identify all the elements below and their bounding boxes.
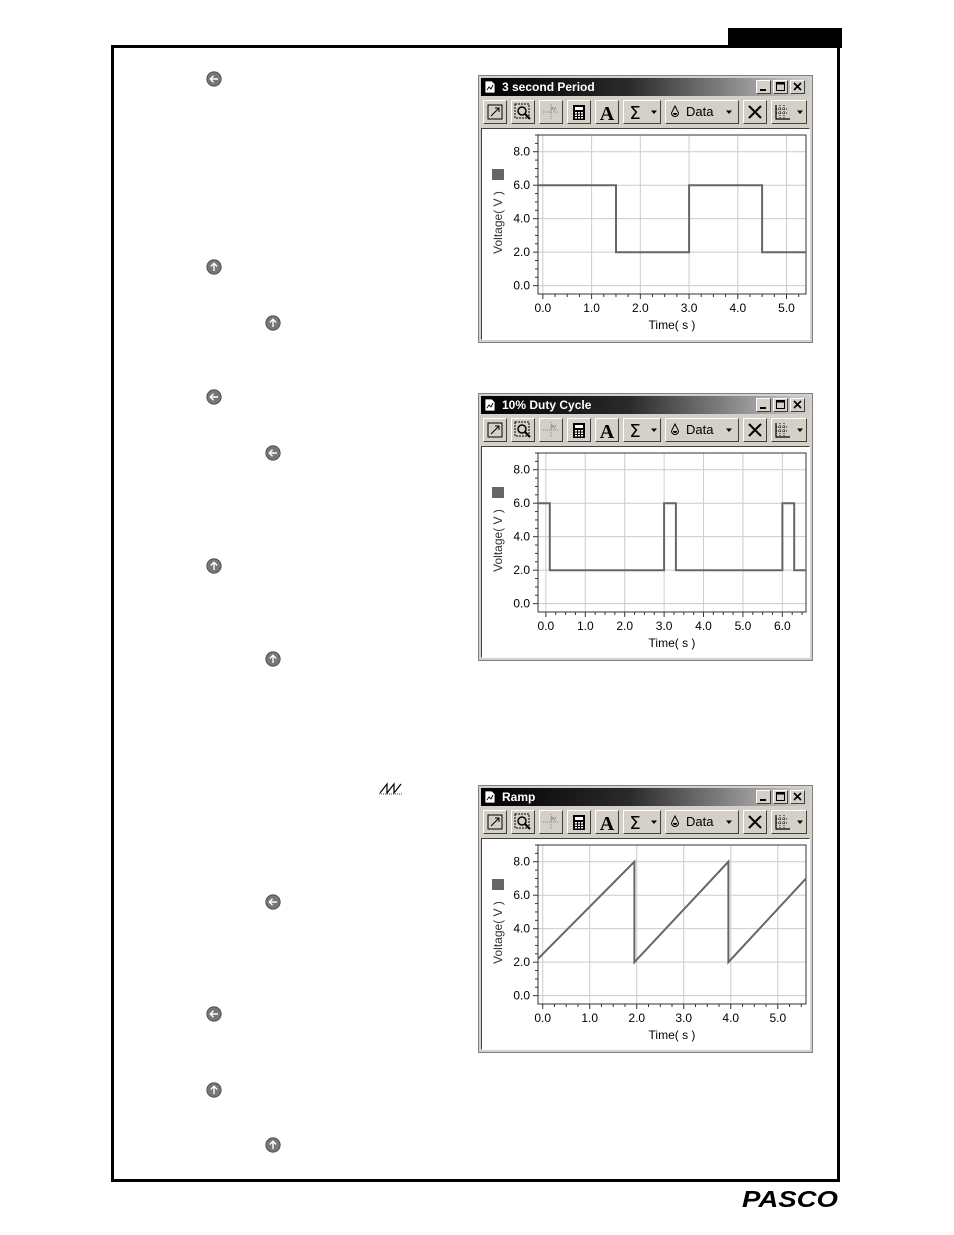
graph-plot-area[interactable] bbox=[481, 128, 810, 340]
graph-toolbar bbox=[481, 418, 810, 444]
minimize-icon bbox=[757, 399, 770, 411]
series-line bbox=[538, 862, 806, 963]
svg-text:A: A bbox=[599, 421, 615, 441]
pasco-logo bbox=[740, 1186, 842, 1212]
up-arrow-circle-icon bbox=[265, 651, 281, 667]
graph-document-icon bbox=[484, 398, 496, 412]
chevron-down-icon bbox=[722, 101, 736, 123]
x-tick-label: 4.0 bbox=[722, 1011, 740, 1025]
statistics-sigma-button[interactable] bbox=[623, 100, 661, 124]
maximize-icon bbox=[774, 399, 787, 411]
x-tick-label: 3.0 bbox=[675, 1011, 693, 1025]
data-menu-label: Data bbox=[686, 422, 714, 437]
delete-icon bbox=[744, 101, 766, 123]
smart-tool-icon bbox=[540, 101, 562, 123]
y-tick-label: 2.0 bbox=[513, 563, 530, 578]
y-tick-label: 8.0 bbox=[513, 462, 530, 477]
text-tool-icon bbox=[596, 811, 618, 833]
x-axis-label: Time( s ) bbox=[648, 636, 696, 650]
text-tool-icon bbox=[596, 419, 618, 441]
y-tick-label: 4.0 bbox=[513, 211, 530, 226]
up-arrow-circle-icon bbox=[206, 1082, 222, 1098]
statistics-sigma-button[interactable] bbox=[623, 418, 661, 442]
left-arrow-circle-icon bbox=[206, 389, 222, 405]
graph-settings-button[interactable] bbox=[771, 100, 807, 124]
minimize-button[interactable] bbox=[756, 80, 771, 94]
x-tick-label: 3.0 bbox=[655, 619, 673, 633]
plot-frame bbox=[538, 453, 806, 612]
smart-tool-button[interactable] bbox=[539, 100, 563, 124]
graph-settings-button[interactable] bbox=[771, 810, 807, 834]
statistics-sigma-icon bbox=[624, 811, 646, 833]
y-tick-label: 4.0 bbox=[513, 529, 530, 544]
delete-button[interactable] bbox=[743, 100, 767, 124]
zoom-button[interactable] bbox=[511, 810, 535, 834]
maximize-icon bbox=[774, 81, 787, 93]
legend-swatch bbox=[492, 487, 504, 498]
x-tick-label: 1.0 bbox=[581, 1011, 599, 1025]
x-tick-label: 0.0 bbox=[537, 619, 555, 633]
minimize-icon bbox=[757, 791, 770, 803]
graph-settings-icon bbox=[772, 419, 794, 441]
chart-svg bbox=[482, 447, 811, 659]
graph-settings-icon bbox=[772, 101, 794, 123]
smart-tool-button[interactable] bbox=[539, 418, 563, 442]
legend-swatch bbox=[492, 169, 504, 180]
x-tick-label: 2.0 bbox=[616, 619, 634, 633]
scale-to-fit-icon bbox=[484, 101, 506, 123]
y-axis-label: Voltage( V ) bbox=[491, 191, 505, 254]
window-title: 3 second Period bbox=[502, 80, 595, 94]
data-menu-label: Data bbox=[686, 104, 714, 119]
graph-document-icon bbox=[484, 790, 496, 804]
plot-frame bbox=[538, 135, 806, 294]
x-tick-label: 4.0 bbox=[729, 301, 747, 315]
text-tool-button[interactable] bbox=[595, 810, 619, 834]
y-axis-label: Voltage( V ) bbox=[491, 901, 505, 964]
y-axis-label: Voltage( V ) bbox=[491, 509, 505, 572]
maximize-icon bbox=[774, 791, 787, 803]
close-button[interactable] bbox=[790, 80, 805, 94]
up-arrow-circle-icon bbox=[206, 259, 222, 275]
svg-text:xy: xy bbox=[551, 106, 556, 112]
left-arrow-circle-icon bbox=[265, 894, 281, 910]
left-arrow-circle-icon bbox=[206, 71, 222, 87]
y-tick-label: 2.0 bbox=[513, 245, 530, 260]
chevron-down-icon bbox=[648, 101, 660, 123]
x-tick-label: 3.0 bbox=[680, 301, 698, 315]
graph-settings-icon bbox=[772, 811, 794, 833]
text-tool-icon bbox=[596, 101, 618, 123]
left-arrow-circle-icon bbox=[265, 445, 281, 461]
smart-tool-icon bbox=[540, 419, 562, 441]
y-tick-label: 0.0 bbox=[513, 278, 530, 293]
maximize-button[interactable] bbox=[773, 398, 788, 412]
smart-tool-icon bbox=[540, 811, 562, 833]
svg-text:Σ: Σ bbox=[629, 421, 641, 441]
graph-document-icon bbox=[484, 80, 496, 94]
maximize-button[interactable] bbox=[773, 80, 788, 94]
svg-text:A: A bbox=[599, 103, 615, 123]
delete-icon bbox=[744, 811, 766, 833]
data-menu-button[interactable] bbox=[665, 418, 739, 442]
y-tick-label: 6.0 bbox=[513, 888, 530, 903]
y-tick-label: 8.0 bbox=[513, 854, 530, 869]
close-icon bbox=[791, 791, 804, 803]
smart-tool-button[interactable] bbox=[539, 810, 563, 834]
x-tick-label: 2.0 bbox=[628, 1011, 646, 1025]
calculator-button[interactable] bbox=[567, 418, 591, 442]
zoom-icon bbox=[512, 811, 534, 833]
x-tick-label: 0.0 bbox=[534, 301, 552, 315]
chevron-down-icon bbox=[794, 101, 806, 123]
x-axis-label: Time( s ) bbox=[648, 318, 696, 332]
chevron-down-icon bbox=[722, 419, 736, 441]
graph-settings-button[interactable] bbox=[771, 418, 807, 442]
up-arrow-circle-icon bbox=[265, 1137, 281, 1153]
y-tick-label: 6.0 bbox=[513, 178, 530, 193]
x-tick-label: 1.0 bbox=[583, 301, 600, 315]
graph-window[interactable] bbox=[478, 393, 813, 661]
up-arrow-circle-icon bbox=[265, 315, 281, 331]
x-tick-label: 5.0 bbox=[778, 301, 795, 315]
graph-toolbar bbox=[481, 100, 810, 126]
left-arrow-circle-icon bbox=[206, 1006, 222, 1022]
scale-to-fit-icon bbox=[484, 811, 506, 833]
data-menu-button[interactable] bbox=[665, 810, 739, 834]
x-tick-label: 6.0 bbox=[774, 619, 791, 633]
text-tool-button[interactable] bbox=[595, 418, 619, 442]
chevron-down-icon bbox=[722, 811, 736, 833]
ramp-waveform-icon bbox=[379, 781, 403, 795]
chevron-down-icon bbox=[794, 419, 806, 441]
delete-button[interactable] bbox=[743, 418, 767, 442]
graph-window[interactable] bbox=[478, 75, 813, 343]
calculator-icon bbox=[568, 419, 590, 441]
scale-to-fit-button[interactable] bbox=[483, 418, 507, 442]
svg-text:A: A bbox=[599, 813, 615, 833]
window-titlebar[interactable] bbox=[481, 78, 810, 96]
close-icon bbox=[791, 399, 804, 411]
x-tick-label: 5.0 bbox=[769, 1011, 787, 1025]
plot-frame bbox=[538, 845, 806, 1004]
maximize-button[interactable] bbox=[773, 790, 788, 804]
legend-swatch bbox=[492, 879, 504, 890]
x-tick-label: 5.0 bbox=[734, 619, 752, 633]
y-tick-label: 4.0 bbox=[513, 921, 530, 936]
statistics-sigma-button[interactable] bbox=[623, 810, 661, 834]
up-arrow-circle-icon bbox=[206, 558, 222, 574]
zoom-button[interactable] bbox=[511, 418, 535, 442]
svg-text:xy: xy bbox=[551, 816, 556, 822]
x-tick-label: 1.0 bbox=[576, 619, 594, 633]
minimize-button[interactable] bbox=[756, 398, 771, 412]
close-icon bbox=[791, 81, 804, 93]
svg-text:Σ: Σ bbox=[629, 813, 641, 833]
calculator-icon bbox=[568, 811, 590, 833]
y-tick-label: 0.0 bbox=[513, 988, 530, 1003]
statistics-sigma-icon bbox=[624, 419, 646, 441]
zoom-icon bbox=[512, 419, 534, 441]
x-tick-label: 0.0 bbox=[534, 1011, 552, 1025]
chevron-down-icon bbox=[648, 811, 660, 833]
minimize-button[interactable] bbox=[756, 790, 771, 804]
window-titlebar[interactable] bbox=[481, 396, 810, 414]
svg-text:Σ: Σ bbox=[629, 103, 641, 123]
y-tick-label: 2.0 bbox=[513, 955, 530, 970]
window-title: 10% Duty Cycle bbox=[502, 398, 592, 412]
chart-svg bbox=[482, 129, 811, 341]
x-axis-label: Time( s ) bbox=[648, 1028, 696, 1042]
chart-svg bbox=[482, 839, 811, 1051]
scale-to-fit-button[interactable] bbox=[483, 100, 507, 124]
scale-to-fit-button[interactable] bbox=[483, 810, 507, 834]
close-button[interactable] bbox=[790, 398, 805, 412]
y-tick-label: 0.0 bbox=[513, 596, 530, 611]
graph-window[interactable] bbox=[478, 785, 813, 1053]
zoom-icon bbox=[512, 101, 534, 123]
scale-to-fit-icon bbox=[484, 419, 506, 441]
svg-text:PASCO: PASCO bbox=[742, 1186, 839, 1212]
close-button[interactable] bbox=[790, 790, 805, 804]
data-menu-label: Data bbox=[686, 814, 714, 829]
calculator-icon bbox=[568, 101, 590, 123]
drop-icon bbox=[668, 419, 682, 441]
chevron-down-icon bbox=[794, 811, 806, 833]
data-menu-button[interactable] bbox=[665, 100, 739, 124]
chevron-down-icon bbox=[648, 419, 660, 441]
drop-icon bbox=[668, 811, 682, 833]
calculator-button[interactable] bbox=[567, 100, 591, 124]
svg-text:xy: xy bbox=[551, 424, 556, 430]
window-title: Ramp bbox=[502, 790, 536, 804]
zoom-button[interactable] bbox=[511, 100, 535, 124]
x-tick-label: 2.0 bbox=[631, 301, 649, 315]
graph-toolbar bbox=[481, 810, 810, 836]
graph-plot-area[interactable] bbox=[481, 446, 810, 658]
drop-icon bbox=[668, 101, 682, 123]
minimize-icon bbox=[757, 81, 770, 93]
y-tick-label: 6.0 bbox=[513, 496, 530, 511]
calculator-button[interactable] bbox=[567, 810, 591, 834]
delete-button[interactable] bbox=[743, 810, 767, 834]
graph-plot-area[interactable] bbox=[481, 838, 810, 1050]
window-titlebar[interactable] bbox=[481, 788, 810, 806]
text-tool-button[interactable] bbox=[595, 100, 619, 124]
statistics-sigma-icon bbox=[624, 101, 646, 123]
y-tick-label: 8.0 bbox=[513, 144, 530, 159]
delete-icon bbox=[744, 419, 766, 441]
x-tick-label: 4.0 bbox=[695, 619, 712, 633]
